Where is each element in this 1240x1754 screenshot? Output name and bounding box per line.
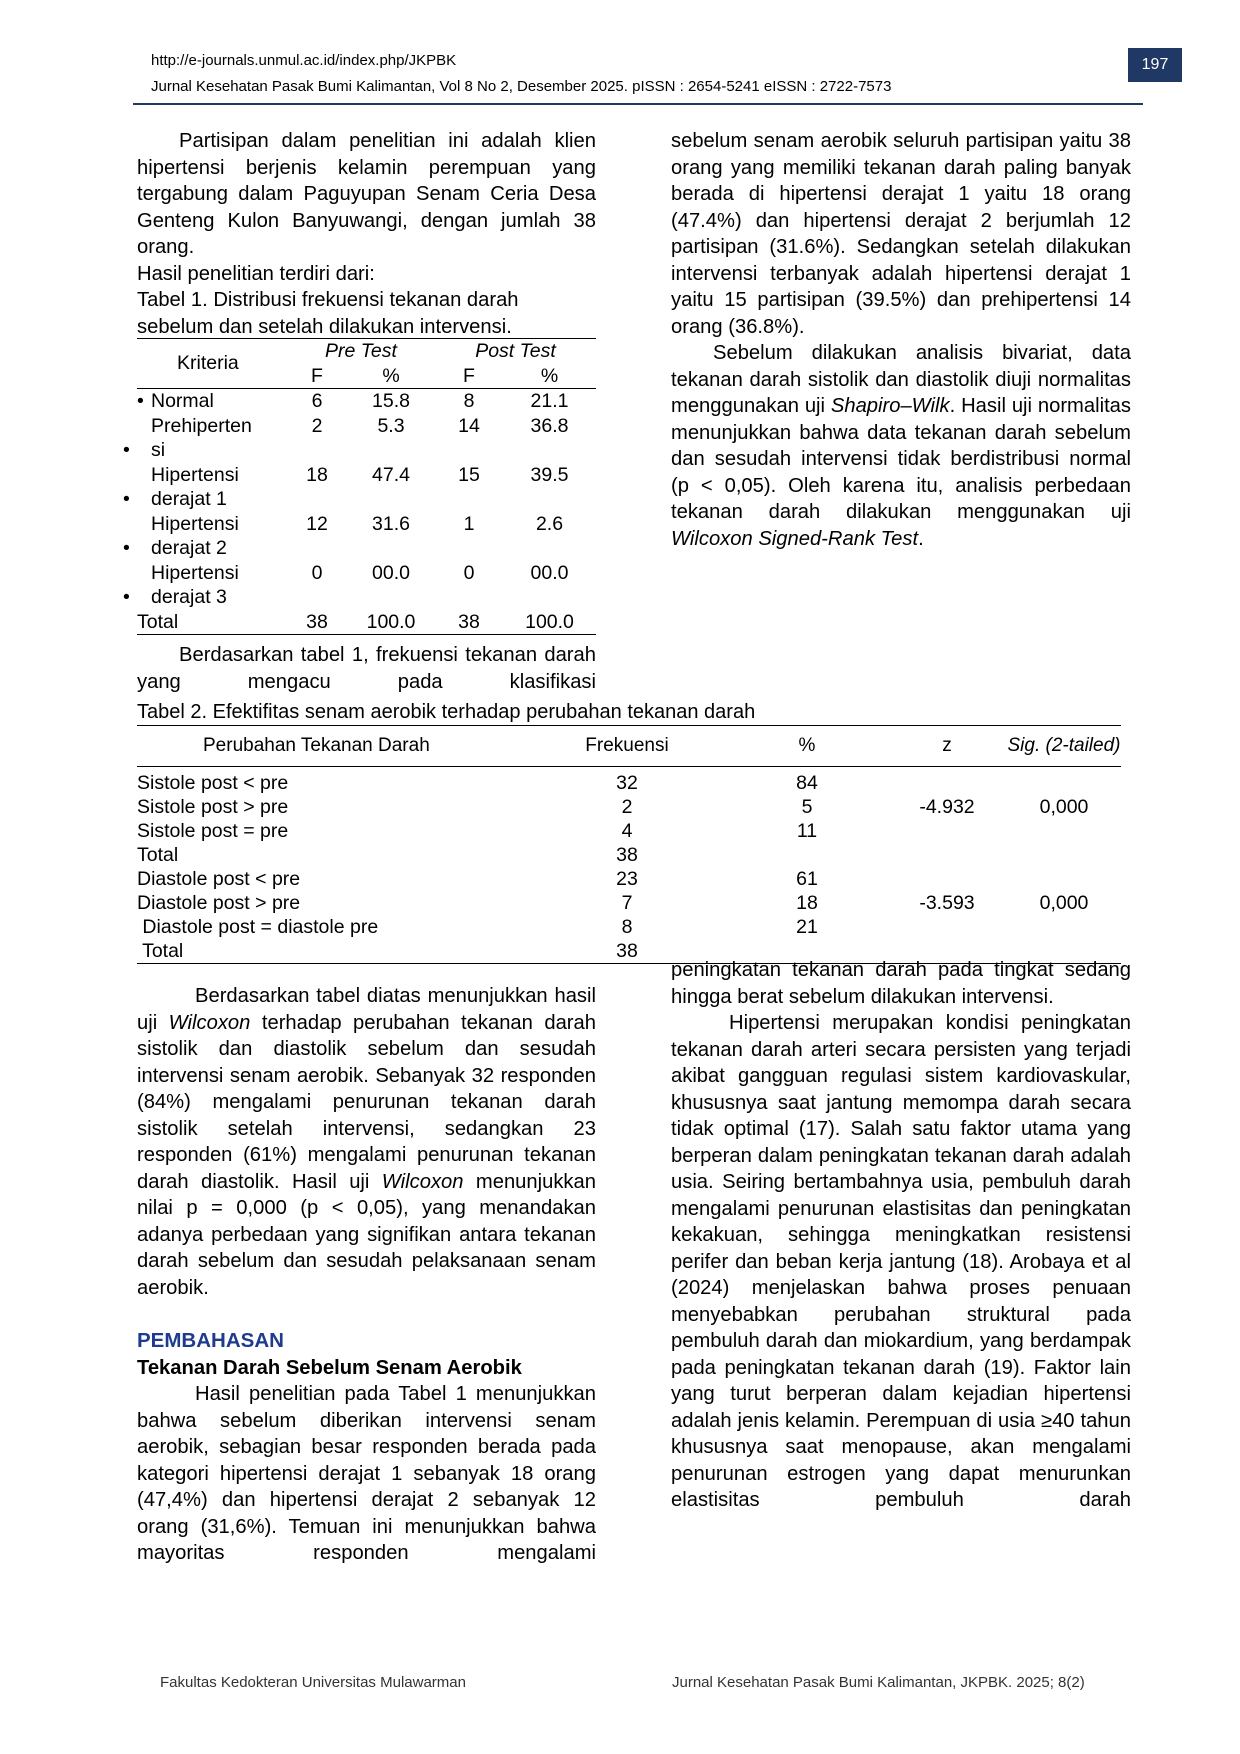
- footer-journal: Jurnal Kesehatan Pasak Bumi Kalimantan, JKPBK. 2025; 8(2): [672, 1674, 1085, 1691]
- cell: 100.0: [366, 610, 416, 633]
- cell: 31.6: [372, 512, 410, 535]
- systole-z: -4.932: [919, 796, 975, 818]
- table2-row: Diastole post > pre 7 18: [137, 892, 818, 914]
- row-label: Hipertensi derajat 3: [151, 561, 239, 608]
- table1-header-post: Post Test: [475, 340, 556, 362]
- cell: 38: [458, 610, 480, 633]
- cell: 2: [311, 414, 323, 437]
- cell: 6: [311, 390, 323, 412]
- cell: 2.6: [535, 512, 564, 535]
- cell: 39.5: [530, 463, 569, 486]
- cell: 36.8: [530, 414, 569, 437]
- section-heading: PEMBAHASAN: [137, 1329, 284, 1352]
- table1-sub-pct: %: [540, 364, 559, 387]
- table2-header-change: Perubahan Tekanan Darah: [137, 726, 527, 767]
- diastole-z: -3.593: [919, 892, 975, 914]
- right-column-bottom: [671, 957, 1131, 1514]
- results-summary-paragraph: sebelum senam aerobik seluruh partisipan yaitu 38 orang yang memiliki tekanan darah paling banyak berada di hipertensi derajat 1 yaitu 18 orang (47.4%) dan hipertensi derajat 2 berjumlah 12 partisipan (31.6%). Sedangkan setelah dilakukan intervensi terbanyak adalah hipertensi derajat 1 yaitu 15 partisipan (39.5%) dan prehipertensi 14 orang (36.8%).: [671, 130, 1131, 338]
- bullet-icon: •: [123, 488, 130, 510]
- table1-total-row: [137, 610, 596, 635]
- cell: 18: [306, 463, 328, 486]
- row-label: Hipertensi derajat 1: [151, 463, 239, 510]
- table2-row: Sistole post > pre 2 5: [137, 796, 813, 818]
- table2-row: Sistole post = pre 4 11: [137, 820, 818, 842]
- table1-discussion: [137, 642, 596, 695]
- cell: 12: [306, 512, 328, 535]
- table1-row: [137, 512, 596, 561]
- bullet-icon: •: [123, 537, 130, 559]
- cell: 00.0: [530, 561, 569, 584]
- cell: 0: [463, 561, 475, 584]
- discussion-paragraph: Hasil penelitian pada Tabel 1 menunjukkan bahwa sebelum diberikan intervensi senam aerobik, sebagian besar responden berada pada kategori hipertensi derajat 1 sebanyak 18 orang (47,4%) dan hipertensi derajat 2 sebanyak 12 orang (31,6%). Temuan ini menunjukkan bahwa mayoritas responden mengalami: [137, 1383, 596, 1564]
- header-divider: [133, 103, 1143, 105]
- table1-caption: Tabel 1. Distribusi frekuensi tekanan darah sebelum dan setelah dilakukan intervensi.: [137, 289, 519, 338]
- table1-row: [137, 414, 596, 463]
- diastole-sig: 0,000: [1039, 892, 1089, 914]
- cell: 100.0: [525, 610, 574, 633]
- page-number: 197: [1141, 56, 1169, 73]
- subsection-heading: Tekanan Darah Sebelum Senam Aerobik: [137, 1356, 522, 1379]
- bullet-icon: •: [137, 390, 144, 412]
- table1-sub-pct: %: [382, 364, 400, 387]
- cell: 38: [306, 610, 328, 633]
- table1: [123, 338, 596, 635]
- cell: 1: [463, 512, 475, 535]
- page-number-badge: [1128, 48, 1182, 82]
- table1-discussion-text: Berdasarkan tabel 1, frekuensi tekanan darah yang mengacu pada klasifikasi: [137, 644, 596, 693]
- table1-sub-f: F: [311, 364, 323, 387]
- row-label: Hipertensi derajat 2: [151, 512, 239, 559]
- cell: 15.8: [372, 390, 410, 412]
- right-column-top: [671, 128, 1131, 552]
- table1-header-pre: Pre Test: [325, 340, 397, 362]
- participants-paragraph: Partisipan dalam penelitian ini adalah klien hipertensi berjenis kelamin perempuan yang tergabung dalam Paguyupan Senam Ceria Desa Genteng Kulon Banyuwangi, dengan jumlah 38 orang.: [137, 130, 596, 258]
- table1-row: [137, 561, 596, 610]
- table2-row: Sistole post < pre 32 84 -4.932 0,000: [137, 771, 1121, 795]
- hypertension-paragraph: Hipertensi merupakan kondisi peningkatan tekanan darah arteri secara persisten yang terjadi akibat gangguan regulasi sistem kardiovaskular, khususnya saat jantung memompa darah secara tidak optimal (17). Salah satu faktor utama yang berperan dalam peningkatan tekanan darah adalah usia. Seiring bertambahnya usia, pembuluh darah mengalami penurunan elastisitas dan peningkatan kekakuan, sehingga meningkatkan resistensi perifer dan beban kerja jantung (18). Arobaya et al (2024) menjelaskan bahwa proses penuaan menyebabkan perubahan struktural pada pembuluh darah dan miokardium, yang berdampak pada peningkatan tekanan darah (19). Faktor lain yang turut berperan dalam kejadian hipertensi adalah jenis kelamin. Perempuan di usia ≥40 tahun khususnya saat menopause, akan mengalami penurunan estrogen yang dapat menurunkan elastisitas pembuluh darah: [671, 1012, 1131, 1511]
- table2-row: Total 38: [137, 939, 1121, 964]
- journal-citation-line: Jurnal Kesehatan Pasak Bumi Kalimantan, Vol 8 No 2, Desember 2025. pISSN : 2654-5241 eISSN : 2722-7573: [151, 78, 892, 95]
- left-column-bottom: [137, 983, 596, 1567]
- row-label: Prehiperten si: [151, 414, 252, 461]
- wilcoxon-results-paragraph: Berdasarkan tabel diatas menunjukkan hasil uji Wilcoxon terhadap perubahan tekanan darah sistolik dan diastolik sebelum dan sesudah intervensi senam aerobik. Sebanyak 32 responden (84%) mengalami penurunan tekanan darah sistolik setelah intervensi, sedangkan 23 responden (61%) mengalami penurunan tekanan darah diastolik. Hasil uji Wilcoxon menunjukkan nilai p = 0,000 (p < 0,05), yang menandakan adanya perbedaan yang signifikan antara tekanan darah sebelum dan sesudah pelaksanaan senam aerobik.: [137, 985, 596, 1299]
- table1-header-kriteria: Kriteria: [177, 352, 239, 375]
- table2-header-freq: Frekuensi: [527, 726, 727, 767]
- results-intro: Hasil penelitian terdiri dari:: [137, 262, 375, 285]
- row-label: Normal: [151, 390, 214, 412]
- table2-row: Total 38: [137, 844, 638, 866]
- row-label: Total: [137, 610, 179, 633]
- table2-header-z: z: [887, 726, 1007, 767]
- table2-header-pct: %: [727, 726, 887, 767]
- cell: 5.3: [377, 414, 405, 437]
- table1-row: [137, 389, 596, 414]
- normality-paragraph: Sebelum dilakukan analisis bivariat, data tekanan darah sistolik dan diastolik diuji normalitas menggunakan uji Shapiro–Wilk. Hasil uji normalitas menunjukkan bahwa data tekanan darah sebelum dan sesudah intervensi tidak berdistribusi normal (p < 0,05). Oleh karena itu, analisis perbedaan tekanan darah dilakukan menggunakan uji Wilcoxon Signed-Rank Test.: [671, 342, 1131, 550]
- journal-url: http://e-journals.unmul.ac.id/index.php/JKPBK: [151, 52, 457, 69]
- systole-sig: 0,000: [1039, 796, 1089, 818]
- continuation-paragraph: peningkatan tekanan darah pada tingkat sedang hingga berat sebelum dilakukan intervensi.: [671, 959, 1131, 1008]
- table2-row: Diastole post < pre 23 61 -3.593 0,000: [137, 867, 1121, 891]
- cell: 21.1: [530, 390, 569, 412]
- cell: 15: [458, 463, 480, 486]
- table2-header-sig: Sig. (2-tailed): [1007, 726, 1121, 767]
- cell: 00.0: [372, 561, 410, 584]
- bullet-icon: •: [123, 439, 130, 461]
- left-column-intro: [137, 128, 596, 340]
- table1-sub-f: F: [463, 364, 475, 387]
- table2-caption: Tabel 2. Efektifitas senam aerobik terhadap perubahan tekanan darah: [137, 701, 756, 723]
- table2: [137, 700, 1121, 964]
- cell: 8: [463, 390, 475, 412]
- cell: 47.4: [372, 463, 410, 486]
- table2-row: Diastole post = diastole pre 8 21: [137, 916, 818, 938]
- footer-faculty: Fakultas Kedokteran Universitas Mulawarman: [160, 1674, 466, 1691]
- cell: 14: [458, 414, 480, 437]
- bullet-icon: •: [123, 586, 130, 608]
- cell: 0: [311, 561, 323, 584]
- table1-row: [137, 463, 596, 512]
